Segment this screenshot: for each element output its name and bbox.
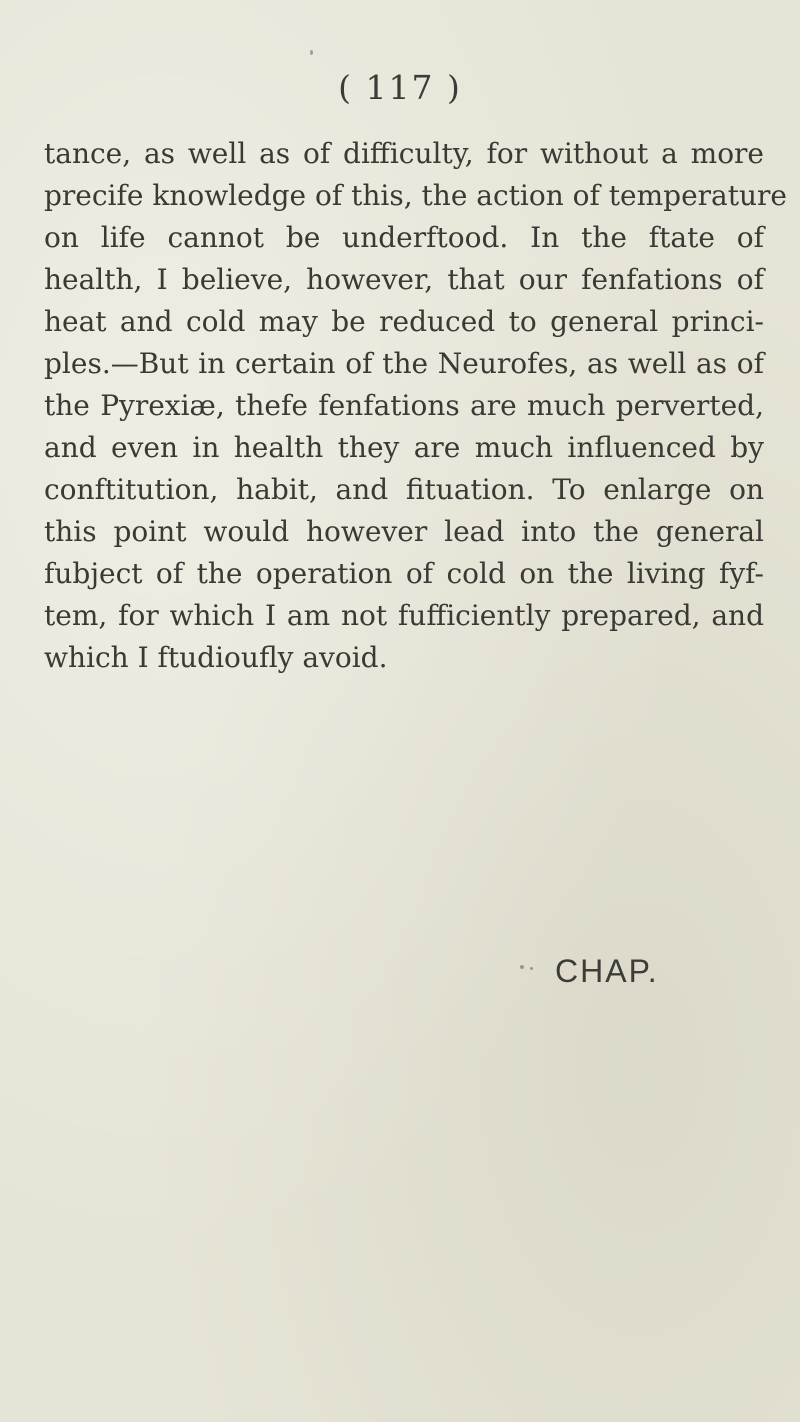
text-line-2: precife knowledge of this, the action of temperature [44, 179, 787, 212]
text-line-8: and even in health they are much influenced by [44, 431, 764, 464]
text-line-13: which I ftudioufly avoid. [44, 641, 388, 674]
text-line-7: the Pyrexiæ, thefe fenfations are much perverted, [44, 389, 764, 422]
text-line-12: tem, for which I am not fufficiently prepared, and [44, 599, 764, 632]
text-line-11: fubject of the operation of cold on the living fyf- [44, 557, 764, 590]
page-number: ( 117 ) [338, 68, 462, 107]
text-line-3: on life cannot be underftood. In the ftate of [44, 221, 764, 254]
text-line-5: heat and cold may be reduced to general princi- [44, 305, 764, 338]
text-line-1: tance, as well as of difficulty, for without a more [44, 137, 764, 170]
text-line-9: conftitution, habit, and fituation. To enlarge on [44, 473, 764, 506]
paper-speck [520, 965, 524, 969]
text-line-10: this point would however lead into the general [44, 515, 764, 548]
paper-speck [530, 967, 533, 970]
catchword: CHAP. [555, 953, 659, 989]
text-line-6: ples.—But in certain of the Neurofes, as well as of [44, 347, 764, 380]
text-line-4: health, I believe, however, that our fenfations of [44, 263, 764, 296]
paper-speck [310, 50, 313, 55]
